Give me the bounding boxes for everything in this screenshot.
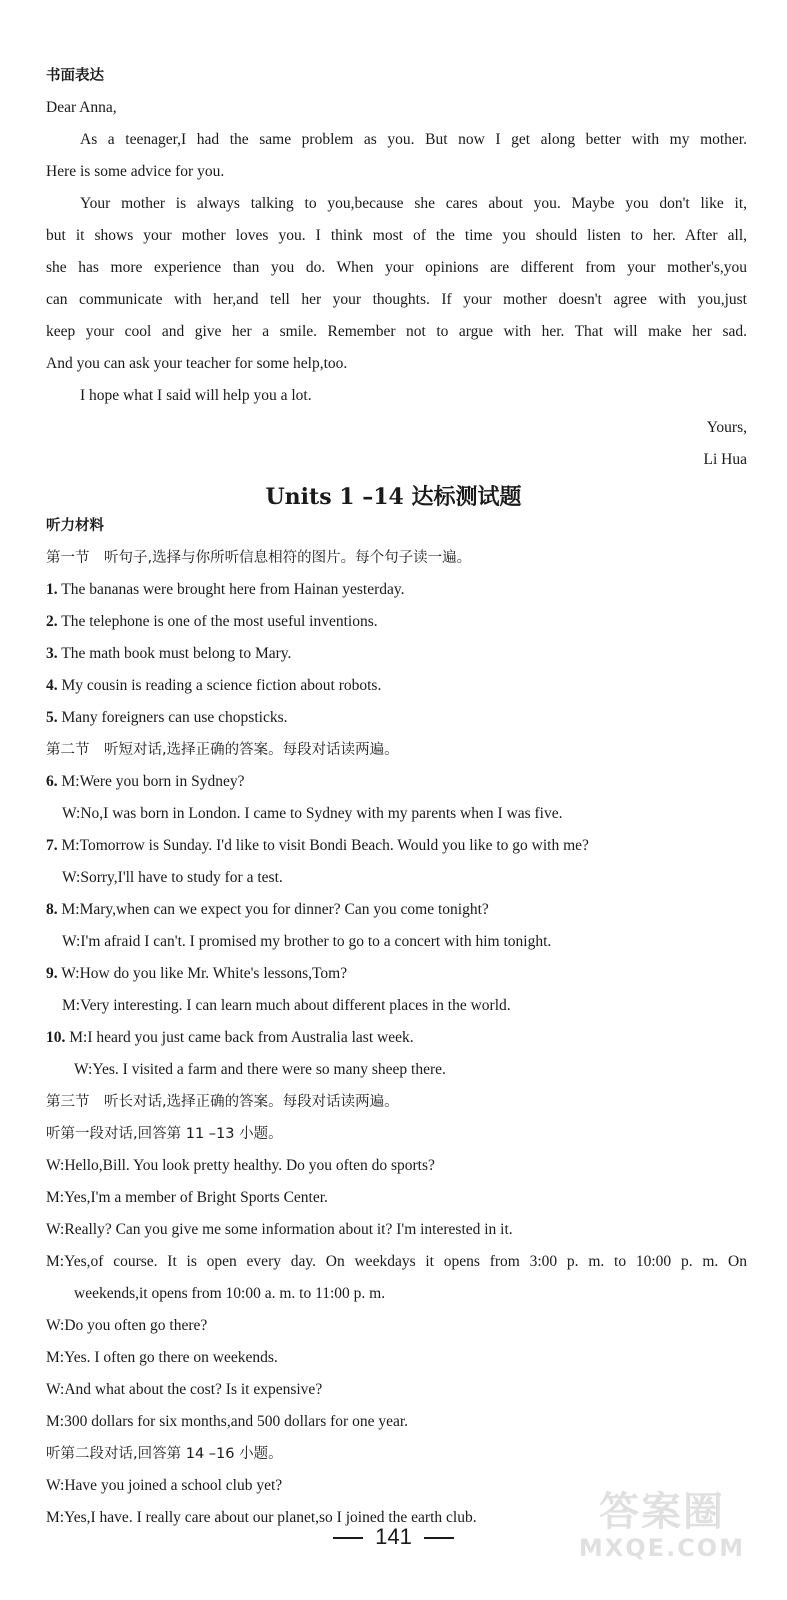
question-item [46, 772, 747, 792]
question-number: 4. [46, 677, 58, 694]
watermark-top: 答案圈 [599, 1489, 725, 1535]
watermark-logo [557, 1490, 767, 1570]
letter-signature: Li Hua [703, 451, 747, 468]
question-text: The telephone is one of the most useful inventions. [57, 613, 378, 630]
question-item [46, 676, 747, 696]
dialogue-reply: M:Very interesting. I can learn much about different places in the world. [62, 997, 511, 1014]
question-number: 10. [46, 1029, 66, 1046]
dialogue-reply: W:Yes. I visited a farm and there were so many sheep there. [74, 1061, 446, 1078]
question-text: M:Tomorrow is Sunday. I'd like to visit Bondi Beach. Would you like to go with me? [57, 837, 589, 854]
question-text: M:Were you born in Sydney? [57, 773, 245, 790]
question-number: 8. [46, 901, 58, 918]
question-item [46, 964, 747, 984]
dialogue-line: M:Yes,I'm a member of Bright Sports Center. [46, 1189, 328, 1206]
dialogue-line: M:300 dollars for six months,and 500 dollars for one year. [46, 1413, 409, 1430]
question-item [46, 580, 747, 600]
question-number: 9. [46, 965, 58, 982]
question-number: 6. [46, 773, 58, 790]
dialogue-line: W:Hello,Bill. You look pretty healthy. Do you often do sports? [46, 1157, 435, 1174]
question-text: The math book must belong to Mary. [57, 645, 292, 662]
paragraph-line: can communicate with her,and tell her your thoughts. If your mother doesn't agree with you,just [46, 291, 747, 308]
section-1-heading: 第一节 听句子,选择与你所听信息相符的图片。每个句子读一遍。 [46, 550, 472, 566]
question-item [46, 708, 747, 728]
listening-heading: 听力材料 [46, 518, 104, 534]
dialogue-2-intro: 听第二段对话,回答第 14 –16 小题。 [46, 1446, 283, 1462]
question-item [46, 644, 747, 664]
section-3-heading: 第三节 听长对话,选择正确的答案。每段对话读两遍。 [46, 1094, 399, 1110]
question-item [46, 1028, 747, 1048]
question-item [46, 612, 747, 632]
paragraph-line: Here is some advice for you. [46, 163, 225, 180]
dialogue-line: weekends,it opens from 10:00 a. m. to 11:00 p. m. [74, 1285, 386, 1302]
page-number-dash [424, 1537, 454, 1539]
paragraph-line: And you can ask your teacher for some help,too. [46, 355, 348, 372]
dialogue-1-intro: 听第一段对话,回答第 11 –13 小题。 [46, 1126, 283, 1142]
dialogue-line: W:Do you often go there? [46, 1317, 208, 1334]
section-2-heading: 第二节 听短对话,选择正确的答案。每段对话读两遍。 [46, 742, 399, 758]
page-number-dash [333, 1537, 363, 1539]
test-title: Units 1 –14 达标测试题 [265, 484, 522, 510]
dialogue-line: M:Yes,of course. It is open every day. On weekdays it opens from 3:00 p. m. to 10:00 p. m. On [46, 1253, 747, 1270]
paragraph-line: Your mother is always talking to you,because she cares about you. Maybe you don't like it, [80, 195, 747, 212]
question-text: My cousin is reading a science fiction about robots. [57, 677, 382, 694]
question-text: W:How do you like Mr. White's lessons,Tom? [57, 965, 348, 982]
dialogue-line: M:Yes. I often go there on weekends. [46, 1349, 278, 1366]
dialogue-line: W:And what about the cost? Is it expensive? [46, 1381, 323, 1398]
writing-heading: 书面表达 [46, 68, 104, 84]
watermark-bottom: MXQE.COM [578, 1534, 746, 1562]
salutation: Dear Anna, [46, 99, 117, 116]
page-number-text: 141 [375, 1524, 412, 1549]
question-number: 5. [46, 709, 58, 726]
paragraph-line: I hope what I said will help you a lot. [80, 387, 312, 404]
paragraph-line: keep your cool and give her a smile. Remember not to argue with her. That will make her sad. [46, 323, 747, 340]
dialogue-line: M:Yes,I have. I really care about our planet,so I joined the earth club. [46, 1509, 477, 1526]
paragraph-line: but it shows your mother loves you. I think most of the time you should listen to her. After all, [46, 227, 747, 244]
question-text: M:I heard you just came back from Australia last week. [65, 1029, 414, 1046]
question-text: M:Mary,when can we expect you for dinner? Can you come tonight? [57, 901, 489, 918]
question-number: 2. [46, 613, 58, 630]
dialogue-line: W:Really? Can you give me some information about it? I'm interested in it. [46, 1221, 513, 1238]
dialogue-reply: W:No,I was born in London. I came to Sydney with my parents when I was five. [62, 805, 563, 822]
paragraph-line: she has more experience than you do. When your opinions are different from your mother's,you [46, 259, 747, 276]
question-number: 1. [46, 581, 58, 598]
paragraph-line: As a teenager,I had the same problem as you. But now I get along better with my mother. [80, 131, 747, 148]
question-text: The bananas were brought here from Hainan yesterday. [57, 581, 405, 598]
question-item [46, 836, 747, 856]
dialogue-reply: W:Sorry,I'll have to study for a test. [62, 869, 283, 886]
question-text: Many foreigners can use chopsticks. [57, 709, 288, 726]
dialogue-line: W:Have you joined a school club yet? [46, 1477, 283, 1494]
dialogue-reply: W:I'm afraid I can't. I promised my brother to go to a concert with him tonight. [62, 933, 552, 950]
question-number: 7. [46, 837, 58, 854]
question-number: 3. [46, 645, 58, 662]
question-item [46, 900, 747, 920]
letter-closing: Yours, [706, 419, 747, 436]
